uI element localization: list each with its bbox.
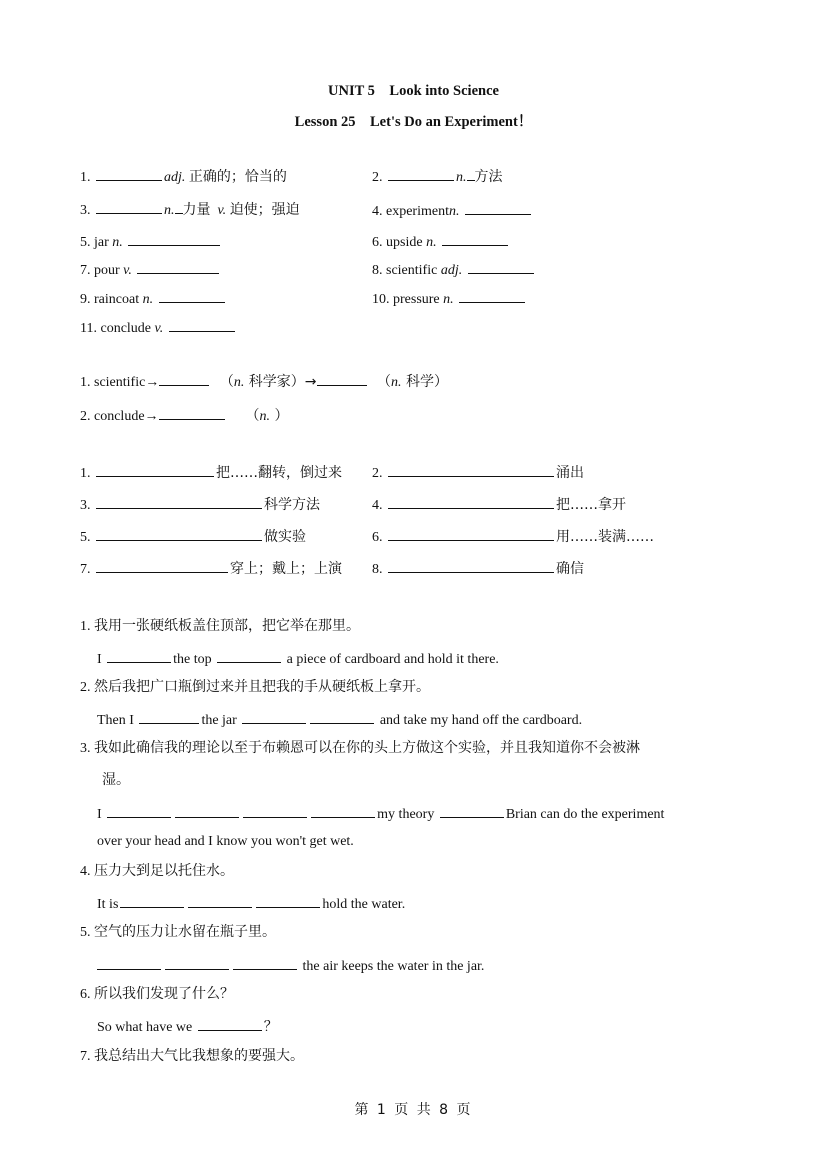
item-number: 5. xyxy=(80,530,91,545)
phrase-item xyxy=(80,526,306,548)
sentence-text: Then I xyxy=(97,713,134,728)
answer-blank[interactable] xyxy=(96,462,214,477)
item-number: 4. xyxy=(80,864,91,879)
underline-mark xyxy=(175,199,183,214)
sentence-text: hold the water. xyxy=(322,897,406,912)
sentence-text: ？ xyxy=(263,1019,278,1035)
answer-blank[interactable] xyxy=(442,231,508,246)
meaning: 科学方法 xyxy=(264,497,320,513)
answer-blank[interactable] xyxy=(459,288,525,303)
answer-blank[interactable] xyxy=(217,648,281,663)
answer-blank[interactable] xyxy=(188,893,252,908)
word: conclude xyxy=(100,321,152,336)
part-of-speech: n. xyxy=(112,235,123,250)
answer-blank[interactable] xyxy=(243,803,307,818)
answer-blank[interactable] xyxy=(159,371,209,386)
paren: （ xyxy=(219,374,234,390)
answer-blank[interactable] xyxy=(159,405,225,420)
chinese-sentence: 空气的压力让水留在瓶子里。 xyxy=(94,924,276,940)
phrase-item xyxy=(372,526,654,548)
answer-blank[interactable] xyxy=(388,494,554,509)
word: scientific→ xyxy=(94,375,160,390)
item-number: 1. xyxy=(80,170,91,185)
part-of-speech: n. xyxy=(456,170,467,185)
vocab-item xyxy=(80,288,227,310)
item-number: 3. xyxy=(80,498,91,513)
answer-blank[interactable] xyxy=(139,709,199,724)
sentence-answer xyxy=(97,893,405,915)
sentence-text: Brian can do the experiment xyxy=(505,807,665,822)
answer-blank[interactable] xyxy=(388,166,454,181)
phrase-item xyxy=(372,558,584,580)
answer-blank[interactable] xyxy=(468,259,534,274)
sentence-text: It is xyxy=(97,897,119,912)
item-number: 3. xyxy=(80,203,91,218)
sentence-prompt xyxy=(80,922,276,943)
part-of-speech: adj. xyxy=(164,170,186,185)
sentence-text: the jar xyxy=(201,713,237,728)
sentence-prompt xyxy=(80,984,234,1005)
word: conclude→ xyxy=(94,409,159,424)
vocab-item xyxy=(372,166,503,188)
chinese-sentence: 所以我们发现了什么？ xyxy=(94,986,234,1002)
item-number: 5. xyxy=(80,235,91,250)
item-number: 2. xyxy=(372,170,383,185)
answer-blank[interactable] xyxy=(310,709,374,724)
sentence-answer xyxy=(97,648,499,670)
chinese-sentence: 我如此确信我的理论以至于布赖恩可以在你的头上方做这个实验，并且我知道你不会被淋 xyxy=(94,740,640,756)
meaning: 确信 xyxy=(556,561,584,577)
meaning: ） xyxy=(270,408,289,424)
vocab-item xyxy=(80,317,237,339)
meaning: 正确的；恰当的 xyxy=(188,169,287,185)
answer-blank[interactable] xyxy=(388,558,554,573)
part-of-speech: n. xyxy=(391,375,402,390)
item-number: 4. xyxy=(372,498,383,513)
word: experiment xyxy=(386,204,449,219)
meaning: 科学家）→ xyxy=(244,374,317,390)
meaning: 力量 xyxy=(182,202,211,218)
meaning: 科学） xyxy=(401,374,448,390)
chinese-sentence: 压力大到足以托住水。 xyxy=(94,863,234,879)
part-of-speech: v. xyxy=(217,203,227,218)
item-number: 8. xyxy=(372,562,383,577)
answer-blank[interactable] xyxy=(233,955,297,970)
sentence-text: my theory xyxy=(377,807,435,822)
item-number: 7. xyxy=(80,562,91,577)
item-number: 1. xyxy=(80,619,91,634)
part-of-speech: n. xyxy=(448,204,460,219)
item-number: 9. xyxy=(80,292,91,307)
phrase-item xyxy=(372,462,584,484)
lesson-title: Lesson 25 Let's Do an Experiment！ xyxy=(294,114,533,130)
answer-blank[interactable] xyxy=(96,166,162,181)
sentence-text: a piece of cardboard and hold it there. xyxy=(286,652,499,667)
phrase-item xyxy=(80,558,342,580)
meaning: 把……拿开 xyxy=(556,497,626,513)
meaning: 方法 xyxy=(474,169,503,185)
word: upside xyxy=(386,235,423,250)
answer-blank[interactable] xyxy=(159,288,225,303)
item-number: 2. xyxy=(372,466,383,481)
item-number: 11. xyxy=(80,321,97,336)
part-of-speech: n. xyxy=(233,375,245,390)
chinese-sentence: 我用一张硬纸板盖住顶部，把它举在那里。 xyxy=(94,618,360,634)
item-number: 4. xyxy=(372,204,383,219)
page-number: 第 1 页 共 8 页 xyxy=(354,1102,473,1118)
vocab-item xyxy=(372,231,510,253)
answer-blank[interactable] xyxy=(120,893,184,908)
part-of-speech: adj. xyxy=(440,263,463,278)
part-of-speech: n. xyxy=(164,203,175,218)
chinese-sentence-continued: 湿。 xyxy=(102,772,130,788)
vocab-item xyxy=(80,199,300,221)
vocab-item xyxy=(372,259,536,281)
answer-blank[interactable] xyxy=(388,462,554,477)
item-number: 2. xyxy=(80,409,91,424)
answer-blank[interactable] xyxy=(165,955,229,970)
sentence-answer-continued: over your head and I know you won't get wet. xyxy=(97,834,354,849)
sentence-text: the air keeps the water in the jar. xyxy=(302,959,485,974)
sentence-prompt xyxy=(80,677,430,698)
word: pressure xyxy=(393,292,440,307)
answer-blank[interactable] xyxy=(242,709,306,724)
meaning: 把……翻转，倒过来 xyxy=(216,465,342,481)
sentence-prompt xyxy=(80,616,360,637)
word: raincoat xyxy=(94,292,140,307)
answer-blank[interactable] xyxy=(107,648,171,663)
answer-blank[interactable] xyxy=(96,494,262,509)
answer-blank[interactable] xyxy=(465,200,531,215)
paren: （ xyxy=(245,408,260,424)
meaning: 用……装满…… xyxy=(556,529,654,545)
answer-blank[interactable] xyxy=(256,893,320,908)
chinese-sentence: 我总结出大气比我想象的要强大。 xyxy=(94,1048,304,1064)
answer-blank[interactable] xyxy=(96,199,162,214)
vocab-item xyxy=(372,288,527,310)
vocab-item xyxy=(80,231,222,253)
chinese-sentence: 然后我把广口瓶倒过来并且把我的手从硬纸板上拿开。 xyxy=(94,679,430,695)
item-number: 2. xyxy=(80,680,91,695)
sentence-text: I xyxy=(97,652,102,667)
phrase-item xyxy=(372,494,626,516)
answer-blank[interactable] xyxy=(311,803,375,818)
part-of-speech: n. xyxy=(259,409,271,424)
meaning: 涌出 xyxy=(556,465,584,481)
phrase-item xyxy=(80,462,342,484)
derivation-item xyxy=(80,371,448,393)
answer-blank[interactable] xyxy=(169,317,235,332)
part-of-speech: n. xyxy=(142,292,154,307)
sentence-answer xyxy=(97,709,582,731)
phrase-item xyxy=(80,494,320,516)
item-number: 7. xyxy=(80,1049,91,1064)
vocab-item xyxy=(80,166,287,188)
item-number: 1. xyxy=(80,375,91,390)
meaning: 迫使；强迫 xyxy=(229,202,300,218)
answer-blank[interactable] xyxy=(198,1016,262,1031)
item-number: 8. xyxy=(372,263,383,278)
sentence-text: I xyxy=(97,807,102,822)
item-number: 3. xyxy=(80,741,91,756)
vocab-item xyxy=(80,259,221,281)
part-of-speech: n. xyxy=(426,235,437,250)
answer-blank[interactable] xyxy=(388,526,554,541)
sentence-text: So what have we xyxy=(97,1020,193,1035)
sentence-prompt xyxy=(80,1046,304,1067)
item-number: 1. xyxy=(80,466,91,481)
sentence-text: the top xyxy=(173,652,212,667)
sentence-answer xyxy=(97,955,484,977)
answer-blank[interactable] xyxy=(440,803,504,818)
answer-blank[interactable] xyxy=(107,803,171,818)
answer-blank[interactable] xyxy=(317,371,367,386)
paren: （ xyxy=(377,374,391,390)
sentence-prompt xyxy=(80,861,234,882)
meaning: 穿上；戴上；上演 xyxy=(230,561,342,577)
sentence-answer xyxy=(97,803,664,825)
word: jar xyxy=(94,235,109,250)
item-number: 6. xyxy=(80,987,91,1002)
item-number: 10. xyxy=(372,292,390,307)
answer-blank[interactable] xyxy=(128,231,220,246)
item-number: 6. xyxy=(372,530,383,545)
part-of-speech: v. xyxy=(154,321,164,336)
word: scientific xyxy=(386,263,438,278)
answer-blank[interactable] xyxy=(96,526,262,541)
answer-blank[interactable] xyxy=(97,955,161,970)
word: pour xyxy=(94,263,120,278)
item-number: 7. xyxy=(80,263,91,278)
part-of-speech: v. xyxy=(123,263,132,278)
answer-blank[interactable] xyxy=(175,803,239,818)
item-number: 6. xyxy=(372,235,383,250)
meaning: 做实验 xyxy=(264,529,306,545)
item-number: 5. xyxy=(80,925,91,940)
answer-blank[interactable] xyxy=(96,558,228,573)
unit-title: UNIT 5 Look into Science xyxy=(328,83,499,99)
sentence-prompt xyxy=(80,738,640,759)
derivation-item xyxy=(80,405,288,427)
underline-mark xyxy=(467,166,475,181)
sentence-answer xyxy=(97,1016,278,1038)
sentence-text: and take my hand off the cardboard. xyxy=(379,713,583,728)
vocab-item xyxy=(372,200,533,222)
part-of-speech: n. xyxy=(443,292,454,307)
answer-blank[interactable] xyxy=(137,259,219,274)
